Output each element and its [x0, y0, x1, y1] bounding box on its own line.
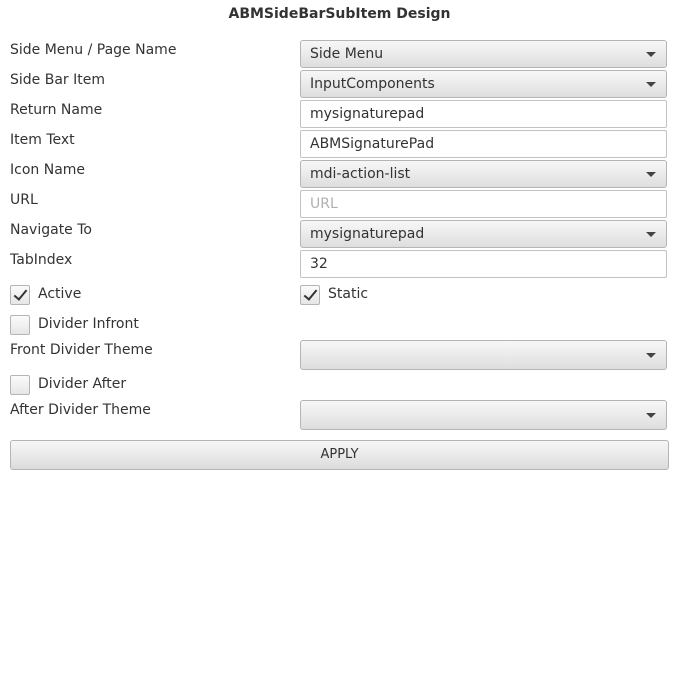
item-text-label: Item Text	[10, 132, 75, 148]
static-checkbox[interactable]	[300, 285, 320, 305]
side-bar-item-select[interactable]	[300, 70, 667, 98]
url-label: URL	[10, 192, 38, 208]
chevron-down-icon	[646, 413, 656, 418]
chevron-down-icon	[646, 82, 656, 87]
item-text-input[interactable]	[300, 130, 667, 158]
front-divider-theme-label: Front Divider Theme	[10, 342, 153, 358]
icon-name-select[interactable]	[300, 160, 667, 188]
front-divider-theme-select[interactable]	[300, 340, 667, 370]
divider-after-checkbox-row[interactable]	[10, 375, 210, 397]
side-menu-label: Side Menu / Page Name	[10, 42, 177, 58]
active-checkbox[interactable]	[10, 285, 30, 305]
url-input[interactable]	[300, 190, 667, 218]
return-name-input[interactable]	[300, 100, 667, 128]
navigate-to-select[interactable]	[300, 220, 667, 248]
side-bar-item-label: Side Bar Item	[10, 72, 105, 88]
apply-button[interactable]: APPLY	[10, 440, 669, 470]
static-checkbox-row[interactable]	[300, 285, 500, 307]
static-label: Static	[328, 286, 369, 302]
tab-index-input[interactable]	[300, 250, 667, 278]
return-name-label: Return Name	[10, 102, 103, 118]
side-menu-value: Side Menu	[310, 46, 384, 62]
divider-infront-checkbox-row[interactable]	[10, 315, 210, 337]
tab-index-label: TabIndex	[10, 252, 73, 268]
navigate-to-value: mysignaturepad	[310, 226, 425, 242]
divider-after-label: Divider After	[38, 376, 127, 392]
page-title: ABMSideBarSubItem Design	[228, 6, 451, 22]
side-bar-item-value: InputComponents	[310, 76, 435, 92]
icon-name-label: Icon Name	[10, 162, 86, 178]
navigate-to-label: Navigate To	[10, 222, 92, 238]
chevron-down-icon	[646, 52, 656, 57]
chevron-down-icon	[646, 232, 656, 237]
icon-name-value: mdi-action-list	[310, 166, 411, 182]
after-divider-theme-label: After Divider Theme	[10, 402, 151, 418]
side-menu-select[interactable]	[300, 40, 667, 68]
divider-after-checkbox[interactable]	[10, 375, 30, 395]
divider-infront-checkbox[interactable]	[10, 315, 30, 335]
chevron-down-icon	[646, 353, 656, 358]
after-divider-theme-select[interactable]	[300, 400, 667, 430]
chevron-down-icon	[646, 172, 656, 177]
active-checkbox-row[interactable]	[10, 285, 210, 307]
active-label: Active	[38, 286, 82, 302]
divider-infront-label: Divider Infront	[38, 316, 139, 332]
